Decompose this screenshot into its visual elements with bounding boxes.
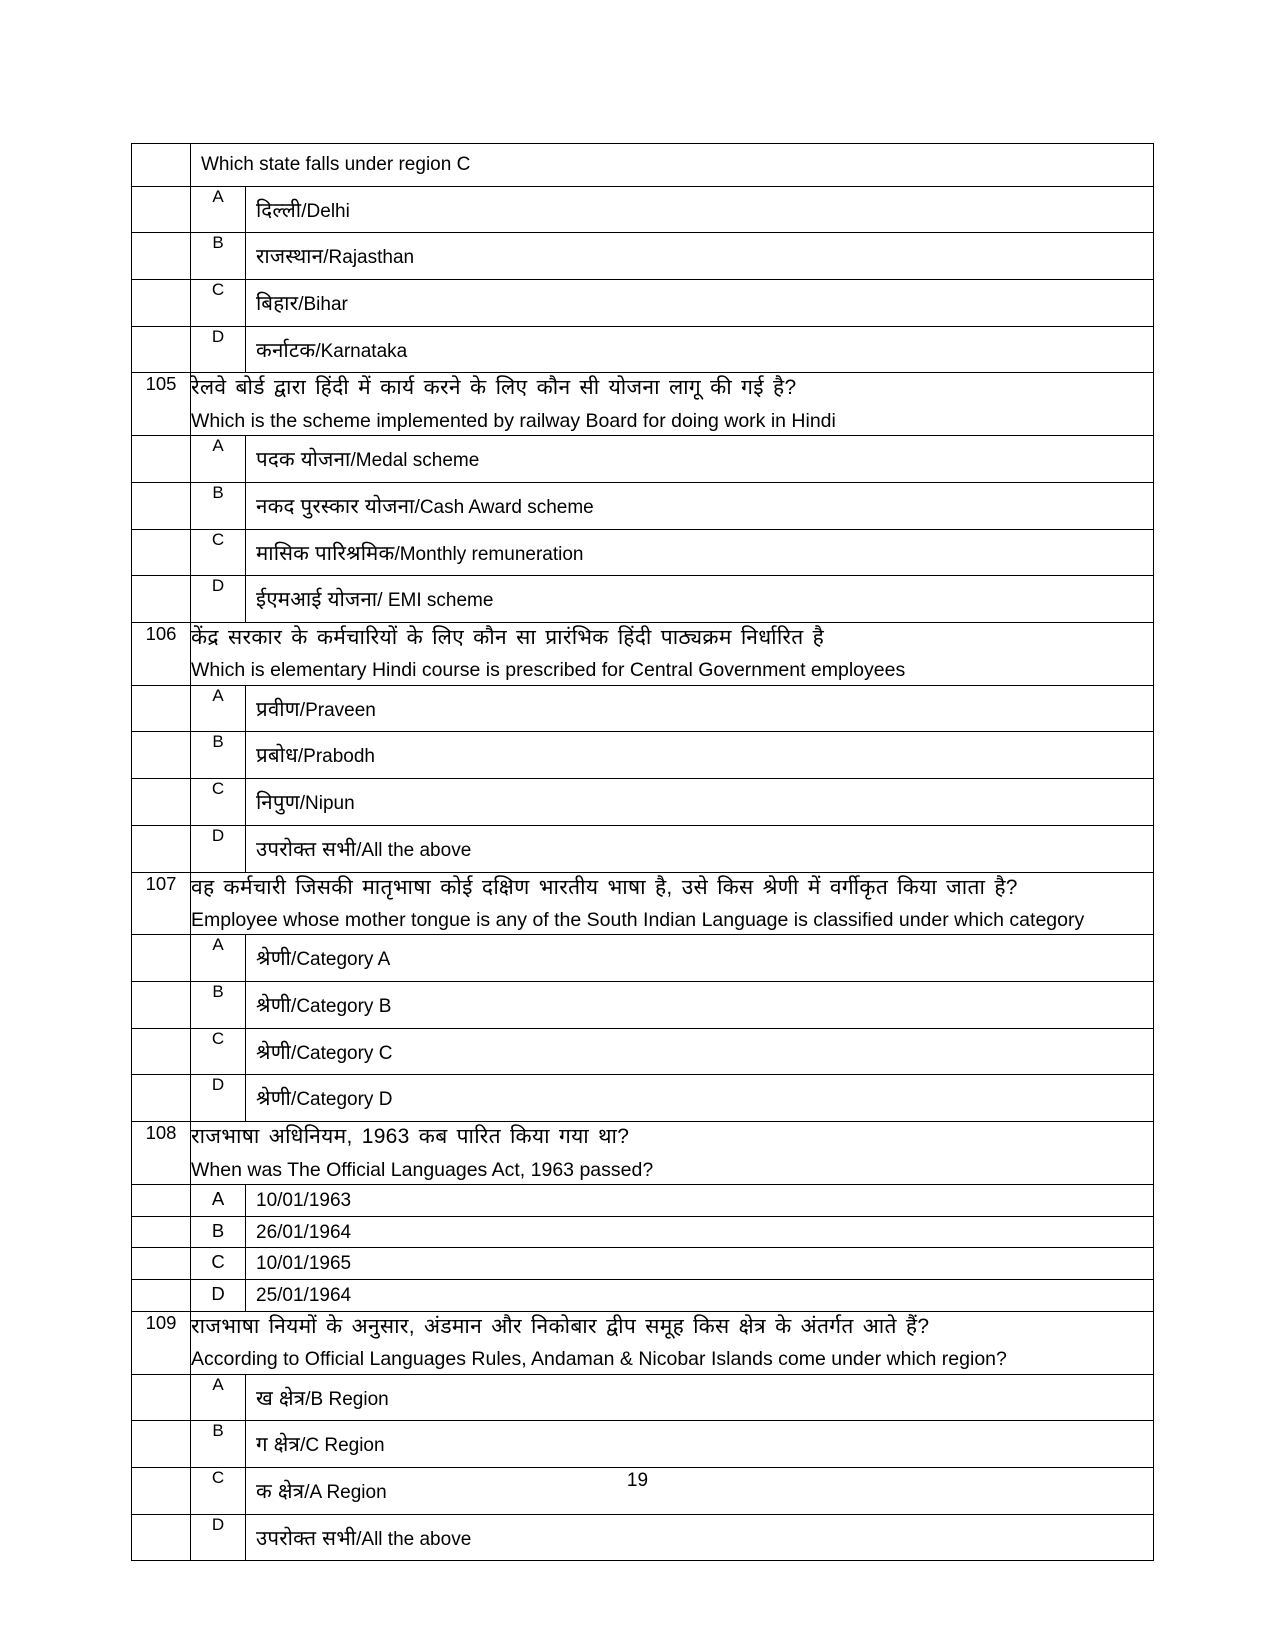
question-hindi: रेलवे बोर्ड द्वारा हिंदी में कार्य करने के लिए कौन सी योजना लागू की गई है?: [191, 376, 797, 400]
question-number-cell: 106: [132, 623, 191, 686]
option-text-cell: [246, 233, 1154, 280]
table-row: [132, 872, 1154, 935]
question-number-cell: [132, 436, 191, 483]
option-letter: D: [191, 1514, 246, 1561]
table-row: [132, 779, 1154, 826]
option-english: /B Region: [305, 1388, 389, 1410]
question-number-cell: [132, 1374, 191, 1421]
table-row: [132, 326, 1154, 373]
option-english: /Prabodh: [297, 746, 376, 768]
option-letter: B: [191, 1216, 246, 1248]
option-text-cell: [246, 326, 1154, 373]
question-number-cell: [132, 982, 191, 1029]
page-number: 19: [626, 1470, 649, 1491]
question-english: Employee whose mother tongue is any of the South Indian Language is classified under which category: [191, 909, 1085, 932]
question-number-cell: [132, 1280, 191, 1312]
option-text-cell: [246, 1184, 1154, 1216]
table-row: [132, 1280, 1154, 1312]
question-table: [131, 143, 1154, 1561]
option-hindi: नकद पुरस्कार योजना: [256, 494, 415, 518]
table-row: [132, 529, 1154, 576]
option-letter: C: [191, 1468, 246, 1515]
table-row: [132, 482, 1154, 529]
question-number-cell: [132, 779, 191, 826]
table-row: [132, 825, 1154, 872]
option-letter: C: [191, 779, 246, 826]
option-english: 26/01/1964: [256, 1221, 352, 1243]
table-row: [132, 436, 1154, 483]
table-row: [132, 1184, 1154, 1216]
option-letter: B: [191, 1421, 246, 1468]
option-text-cell: [246, 436, 1154, 483]
option-hindi: मासिक पारिश्रमिक: [256, 541, 395, 565]
question-number-cell: [132, 1184, 191, 1216]
option-english: /Bihar: [298, 293, 348, 315]
question-hindi: राजभाषा अधिनियम, 1963 कब पारित किया गया था?: [191, 1125, 630, 1149]
option-text-cell: [246, 1216, 1154, 1248]
option-letter: C: [191, 1028, 246, 1075]
option-english: /Category D: [291, 1089, 393, 1111]
option-text-cell: [246, 279, 1154, 326]
option-english: /Category A: [291, 949, 391, 971]
option-letter: D: [191, 576, 246, 623]
option-letter: A: [191, 1374, 246, 1421]
option-hindi: उपरोक्त सभी: [256, 837, 357, 861]
option-hindi: प्रवीण: [256, 697, 300, 721]
question-number-cell: [132, 1075, 191, 1122]
table-row: [132, 144, 1154, 187]
option-english: /Karnataka: [315, 340, 408, 362]
question-number-cell: [132, 1216, 191, 1248]
option-letter: A: [191, 436, 246, 483]
option-english: /Monthly remuneration: [394, 543, 584, 565]
option-hindi: राजस्थान: [256, 245, 324, 269]
option-text-cell: [246, 1280, 1154, 1312]
option-hindi: प्रबोध: [256, 744, 298, 768]
option-text-cell: [246, 732, 1154, 779]
question-text-cell: [191, 144, 1154, 187]
question-text-cell: [191, 373, 1154, 436]
option-english: /Praveen: [299, 699, 376, 721]
option-letter: D: [191, 1280, 246, 1312]
option-letter: D: [191, 1075, 246, 1122]
option-hindi: कर्नाटक: [256, 338, 316, 362]
table-row: [132, 1028, 1154, 1075]
question-english: Which state falls under region C: [201, 154, 471, 175]
option-text-cell: [246, 1028, 1154, 1075]
option-text-cell: [246, 982, 1154, 1029]
option-english: /Medal scheme: [350, 450, 480, 472]
question-number-cell: [132, 1421, 191, 1468]
table-row: [132, 373, 1154, 436]
question-english: Which is elementary Hindi course is prescribed for Central Government employees: [191, 659, 906, 682]
question-number-cell: [132, 825, 191, 872]
option-english: /A Region: [304, 1482, 387, 1503]
option-english: / EMI scheme: [377, 590, 494, 612]
option-text-cell: [246, 576, 1154, 623]
question-number-cell: [132, 529, 191, 576]
option-english: /Nipun: [299, 793, 355, 815]
option-text-cell: [246, 825, 1154, 872]
question-number-cell: [132, 1028, 191, 1075]
table-row: [132, 1374, 1154, 1421]
question-table-body: [132, 144, 1154, 1561]
table-row: [132, 685, 1154, 732]
question-number-cell: [132, 732, 191, 779]
option-hindi: पदक योजना: [256, 448, 351, 472]
option-letter: B: [191, 732, 246, 779]
option-hindi: ईएमआई योजना: [256, 588, 378, 612]
question-number-cell: [132, 186, 191, 233]
option-english: 25/01/1964: [256, 1285, 352, 1307]
question-english: When was The Official Languages Act, 1963 passed?: [191, 1158, 654, 1181]
question-number-cell: [132, 576, 191, 623]
option-letter: A: [191, 685, 246, 732]
question-number-cell: 107: [132, 872, 191, 935]
table-row: [132, 623, 1154, 686]
table-row: [132, 732, 1154, 779]
question-number-cell: [132, 685, 191, 732]
option-text-cell: [246, 529, 1154, 576]
option-hindi: निपुण: [256, 791, 300, 815]
option-letter: A: [191, 1184, 246, 1216]
option-text-cell: [246, 779, 1154, 826]
table-row: [132, 1122, 1154, 1185]
option-hindi: श्रेणी: [256, 1087, 292, 1111]
option-hindi: उपरोक्त सभी: [256, 1526, 357, 1550]
question-number-cell: [132, 279, 191, 326]
option-letter: B: [191, 233, 246, 280]
option-english: /C Region: [300, 1435, 385, 1457]
option-english: /All the above: [356, 1528, 472, 1550]
table-row: [132, 1421, 1154, 1468]
table-row: [132, 1311, 1154, 1374]
table-row: [132, 1216, 1154, 1248]
option-hindi: दिल्ली: [256, 198, 302, 222]
option-letter: B: [191, 482, 246, 529]
table-row: [132, 279, 1154, 326]
option-letter: C: [191, 1248, 246, 1280]
question-number-cell: [132, 144, 191, 187]
option-letter: B: [191, 982, 246, 1029]
option-hindi: क क्षेत्र: [256, 1480, 305, 1503]
option-hindi: बिहार: [256, 291, 299, 315]
option-english: /Category B: [291, 996, 392, 1017]
question-hindi: राजभाषा नियमों के अनुसार, अंडमान और निकोबार द्वीप समूह किस क्षेत्र के अंतर्गत आते हैं?: [191, 1314, 930, 1338]
option-hindi: श्रेणी: [256, 947, 292, 971]
option-english: 10/01/1963: [256, 1189, 352, 1211]
option-letter: D: [191, 326, 246, 373]
question-number-cell: [132, 326, 191, 373]
question-english: Which is the scheme implemented by railway Board for doing work in Hindi: [191, 409, 836, 432]
option-letter: C: [191, 279, 246, 326]
option-english: /Category C: [291, 1042, 393, 1064]
question-number-cell: 105: [132, 373, 191, 436]
option-hindi: ग क्षेत्र: [256, 1433, 301, 1457]
option-letter: C: [191, 529, 246, 576]
option-text-cell: [246, 1374, 1154, 1421]
option-letter: A: [191, 186, 246, 233]
question-number-cell: [132, 482, 191, 529]
question-hindi: वह कर्मचारी जिसकी मातृभाषा कोई दक्षिण भारतीय भाषा है, उसे किस श्रेणी में वर्गीकृत किया जाता है?: [191, 875, 1018, 899]
option-text-cell: [246, 1421, 1154, 1468]
question-number-cell: [132, 233, 191, 280]
option-english: /Delhi: [301, 200, 350, 222]
table-row: [132, 233, 1154, 280]
question-text-cell: [191, 623, 1154, 686]
option-text-cell: [246, 482, 1154, 529]
option-text-cell: [246, 1248, 1154, 1280]
question-hindi: केंद्र सरकार के कर्मचारियों के लिए कौन सा प्रारंभिक हिंदी पाठ्यक्रम निर्धारित है: [191, 626, 825, 649]
option-text-cell: [246, 186, 1154, 233]
option-text-cell: [246, 685, 1154, 732]
option-letter: D: [191, 825, 246, 872]
option-english: /All the above: [356, 839, 472, 861]
question-number-cell: [132, 1514, 191, 1561]
option-english: /Rajasthan: [323, 247, 415, 269]
table-row: [132, 576, 1154, 623]
table-row: [132, 1514, 1154, 1561]
table-row: [132, 186, 1154, 233]
option-text-cell: [246, 935, 1154, 982]
table-row: [132, 982, 1154, 1029]
option-text-cell: [246, 1514, 1154, 1561]
option-hindi: श्रेणी: [256, 1040, 292, 1064]
table-row: [132, 1075, 1154, 1122]
table-row: [132, 935, 1154, 982]
question-number-cell: [132, 935, 191, 982]
option-english: 10/01/1965: [256, 1253, 352, 1275]
question-number-cell: [132, 1248, 191, 1280]
question-number-cell: 109: [132, 1311, 191, 1374]
question-text-cell: [191, 1311, 1154, 1374]
question-number-cell: 108: [132, 1122, 191, 1185]
option-hindi: श्रेणी: [256, 994, 292, 1017]
question-english: According to Official Languages Rules, Andaman & Nicobar Islands come under which region?: [191, 1348, 1007, 1371]
question-text-cell: [191, 1122, 1154, 1185]
option-letter: A: [191, 935, 246, 982]
option-text-cell: [246, 1075, 1154, 1122]
table-row: [132, 1248, 1154, 1280]
option-hindi: ख क्षेत्र: [256, 1386, 306, 1410]
question-text-cell: [191, 872, 1154, 935]
option-english: /Cash Award scheme: [414, 496, 594, 518]
